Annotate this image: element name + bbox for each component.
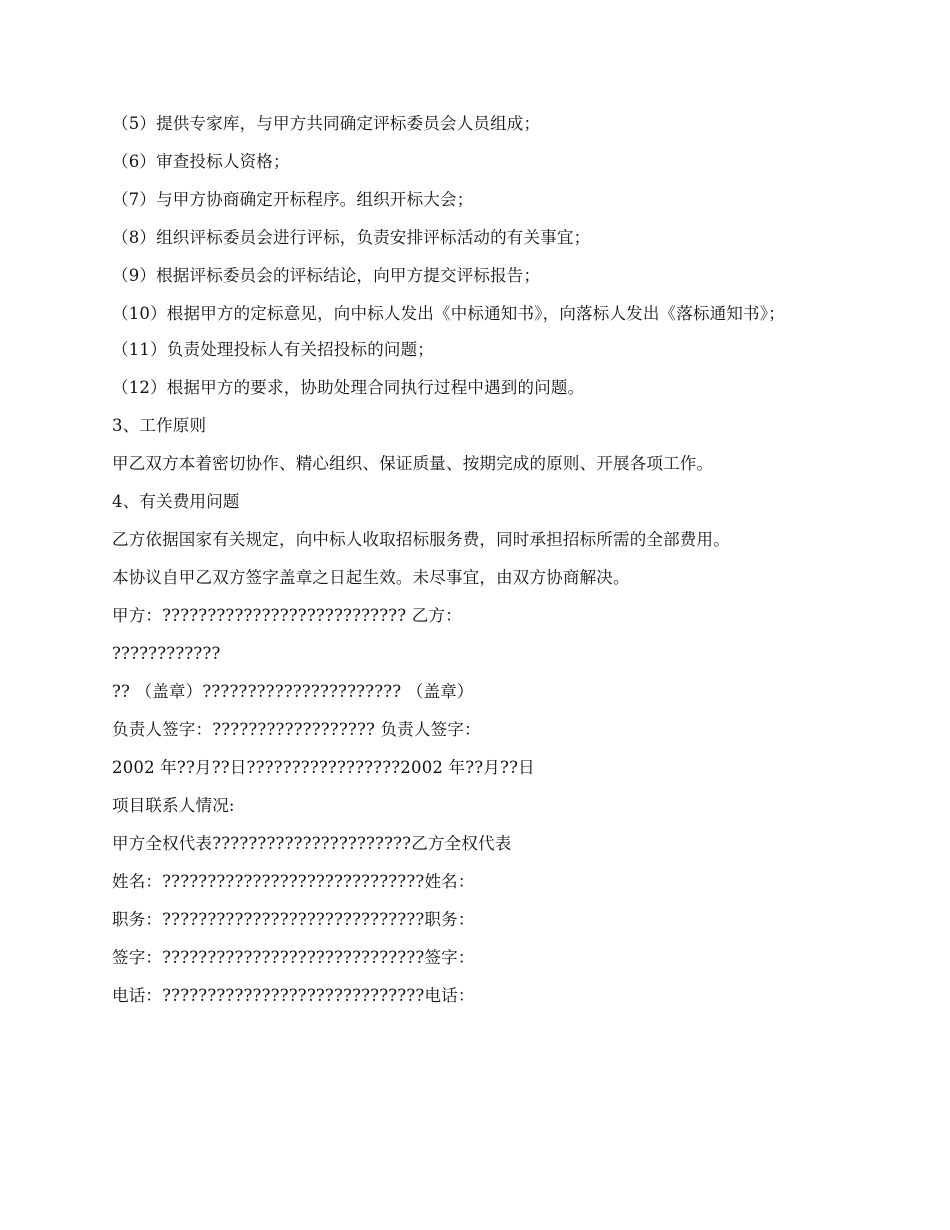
clause-5: （5）提供专家库，与甲方共同确定评标委员会人员组成；	[112, 114, 541, 133]
clause-8: （8）组织评标委员会进行评标，负责安排评标活动的有关事宜；	[112, 228, 591, 247]
phone-line: 电话：?????????????????????????????电话：	[112, 986, 475, 1005]
signature-line: 负责人签字：?????????????????? 负责人签字：	[112, 720, 481, 739]
clause-12: （12）根据甲方的要求，协助处理合同执行过程中遇到的问题。	[112, 378, 585, 397]
date-line: 2002 年??月??日?????????????????2002 年??月??日	[112, 758, 535, 777]
name-line: 姓名：?????????????????????????????姓名：	[112, 872, 475, 891]
clause-11: （11）负责处理投标人有关招投标的问题；	[112, 340, 434, 359]
clause-7: （7）与甲方协商确定开标程序。组织开标大会；	[112, 190, 474, 209]
seal-line: ?? （盖章）?????????????????????? （盖章）	[112, 682, 474, 701]
effective-clause: 本协议自甲乙双方签字盖章之日起生效。未尽事宜，由双方协商解决。	[112, 568, 630, 587]
fees-text: 乙方依据国家有关规定，向中标人收取招标服务费，同时承担招标所需的全部费用。	[112, 530, 730, 549]
contacts-heading: 项目联系人情况:	[112, 796, 235, 815]
clause-6: （6）审查投标人资格；	[112, 152, 290, 171]
work-principles-text: 甲乙双方本着密切协作、精心组织、保证质量、按期完成的原则、开展各项工作。	[112, 454, 714, 473]
section-heading-fees: 4、有关费用问题	[112, 492, 240, 511]
party-line-continuation: ????????????	[112, 644, 221, 663]
party-line: 甲方：??????????????????????????? 乙方：	[112, 606, 462, 625]
representatives-line: 甲方全权代表??????????????????????乙方全权代表	[112, 834, 512, 853]
clause-9: （9）根据评标委员会的评标结论，向甲方提交评标报告；	[112, 266, 541, 285]
section-heading-work-principles: 3、工作原则	[112, 416, 207, 435]
position-line: 职务：?????????????????????????????职务：	[112, 910, 475, 929]
clause-10: （10）根据甲方的定标意见，向中标人发出《中标通知书》，向落标人发出《落标通知书》；	[112, 304, 785, 323]
sign-line: 签字：?????????????????????????????签字：	[112, 948, 475, 967]
